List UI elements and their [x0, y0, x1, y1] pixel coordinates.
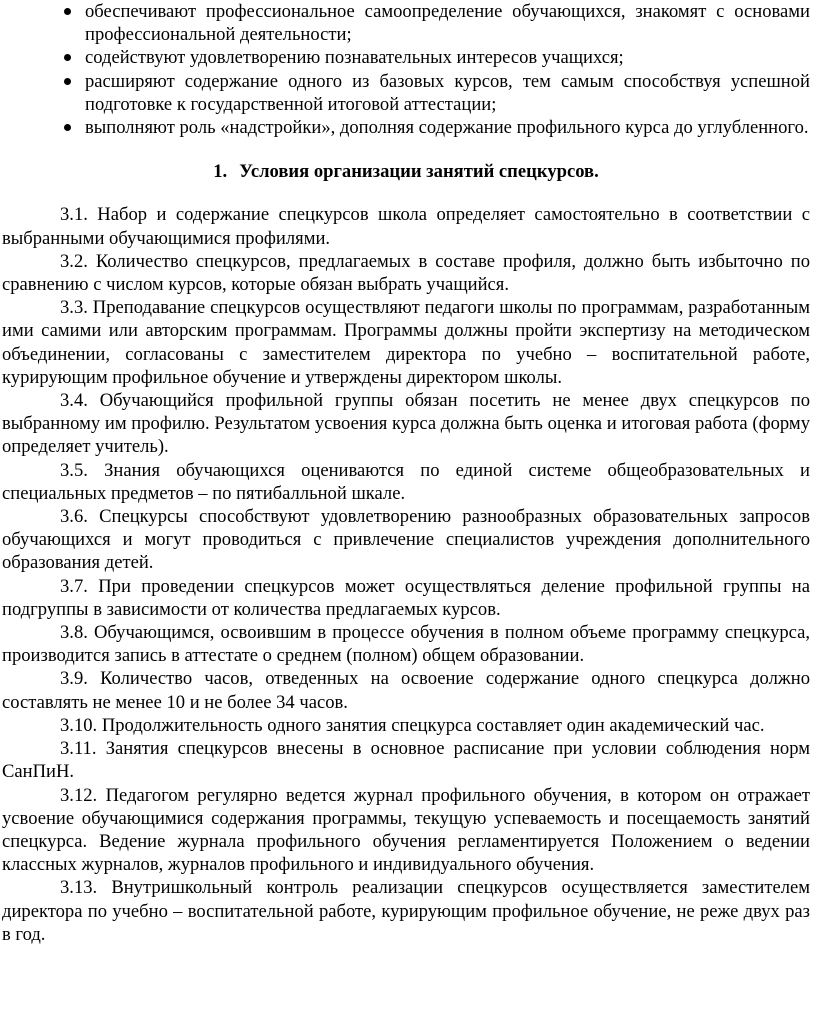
bullet-item	[2, 0, 810, 46]
paragraph-3-4: 3.4. Обучающийся профильной группы обязан посетить не менее двух спецкурсов по выбранному им профилю. Результатом усвоения курса должна быть оценка и итоговая работа (форму определяет учитель).	[2, 390, 810, 458]
paragraph-3-10: 3.10. Продолжительность одного занятия спецкурса составляет один академический час.	[60, 714, 765, 736]
bullet-text: выполняют роль «надстройки», дополняя содержание профильного курса до углубленного.	[85, 117, 809, 139]
section-title: Условия организации занятий спецкурсов.	[239, 161, 599, 183]
bullet-text: содействуют удовлетворению познавательных интересов учащихся;	[85, 47, 624, 69]
bullet-item	[2, 70, 810, 116]
paragraph-3-3: 3.3. Преподавание спецкурсов осуществляют педагоги школы по программам, разработанным ими самими или авторским программам. Программы должны пройти экспертизу на методическом объединении, согласованы с заместителем директора по учебно – воспитательной работе, курирующим профильное обучение и утверждены директором школы.	[2, 297, 810, 388]
bullet-list	[2, 0, 810, 139]
paragraph-3-8: 3.8. Обучающимся, освоившим в процессе обучения в полном объеме программу спецкурса, производится запись в аттестате о среднем (полном) общем образовании.	[2, 622, 810, 667]
bullet-icon	[64, 54, 71, 61]
paragraph-3-13: 3.13. Внутришкольный контроль реализации спецкурсов осуществляется заместителем директора по учебно – воспитательной работе, курирующим профильное обучение, не реже двух раз в год.	[2, 877, 810, 945]
paragraph-3-9: 3.9. Количество часов, отведенных на освоение содержание одного спецкурса должно составлять не менее 10 и не более 34 часов.	[2, 668, 810, 713]
paragraph-3-5: 3.5. Знания обучающихся оцениваются по единой системе общеобразовательных и специальных предметов – по пятибалльной шкале.	[2, 459, 810, 504]
bullet-icon	[64, 124, 71, 131]
paragraph-3-1: 3.1. Набор и содержание спецкурсов школа определяет самостоятельно в соответствии с выбранными обучающимися профилями.	[2, 204, 810, 249]
bullet-item	[2, 46, 810, 69]
paragraph-3-2: 3.2. Количество спецкурсов, предлагаемых в составе профиля, должно быть избыточно по сравнению с числом курсов, которые обязан выбрать учащийся.	[2, 250, 810, 296]
section-number: 1.	[213, 161, 228, 183]
paragraph-3-12: 3.12. Педагогом регулярно ведется журнал профильного обучения, в котором он отражает усвоение обучающимися содержания программы, текущую успеваемость и посещаемость занятий спецкурса. Ведение журнала профильного обучения регламентируется Положением о ведении классных журналов, журналов профильного и индивидуального обучения.	[2, 784, 810, 876]
paragraph-3-7: 3.7. При проведении спецкурсов может осуществляться деление профильной группы на подгруппы в зависимости от количества предлагаемых курсов.	[2, 575, 810, 620]
paragraph-list	[2, 203, 810, 946]
bullet-item	[2, 116, 810, 139]
section-heading	[2, 160, 810, 183]
paragraph-3-6: 3.6. Спецкурсы способствуют удовлетворению разнообразных образовательных запросов обучающихся и могут проводиться с привлечение специалистов учреждения дополнительного образования детей.	[2, 506, 810, 574]
bullet-icon	[64, 8, 71, 15]
bullet-text: расширяют содержание одного из базовых курсов, тем самым способствуя успешной подготовке к государственной итоговой аттестации;	[85, 70, 810, 115]
bullet-text: обеспечивают профессиональное самоопределение обучающихся, знакомят с основами профессиональной деятельности;	[85, 1, 810, 46]
paragraph-3-11: 3.11. Занятия спецкурсов внесены в основное расписание при условии соблюдения норм СанПиН.	[2, 738, 810, 783]
bullet-icon	[64, 78, 71, 85]
